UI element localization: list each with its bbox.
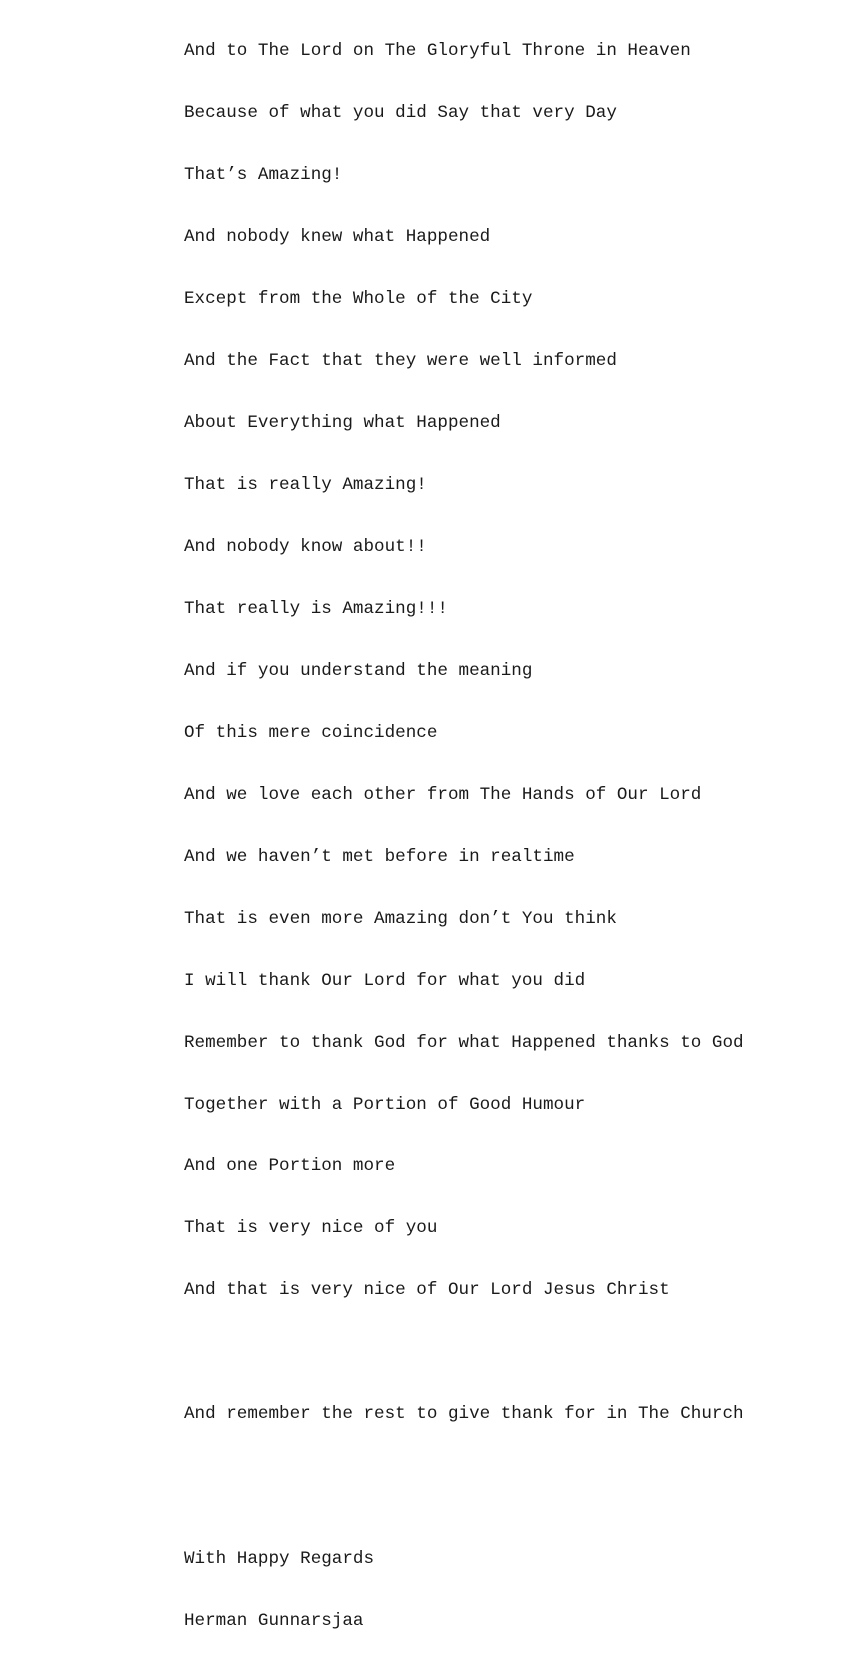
verse-line: That is very nice of you xyxy=(184,1218,438,1239)
closing-line: And remember the rest to give thank for in The Church xyxy=(184,1404,744,1425)
verse-line: Except from the Whole of the City xyxy=(184,289,533,310)
verse-line: And we haven’t met before in realtime xyxy=(184,846,575,867)
verse-line: That’s Amazing! xyxy=(184,165,343,186)
verse-line: Of this mere coincidence xyxy=(184,722,438,743)
verse-line: Together with a Portion of Good Humour xyxy=(184,1094,586,1115)
verse-line: Because of what you did Say that very Day xyxy=(184,103,617,124)
blank-lines xyxy=(184,1466,854,1507)
verse-line: And one Portion more xyxy=(184,1156,396,1177)
verse-line: And that is very nice of Our Lord Jesus Christ xyxy=(184,1280,670,1301)
author-name: Herman Gunnarsjaa xyxy=(184,1610,364,1631)
verse-line: Remember to thank God for what Happened thanks to God xyxy=(184,1032,744,1053)
verse-line: And the Fact that they were well informed xyxy=(184,351,617,372)
letter-body xyxy=(184,0,854,1673)
verse-line: I will thank Our Lord for what you did xyxy=(184,970,586,991)
signoff: With Happy Regards xyxy=(184,1548,375,1569)
verse-line: That is even more Amazing don’t You think xyxy=(184,908,617,929)
verse-line: That really is Amazing!!! xyxy=(184,598,448,619)
verse-line: That is really Amazing! xyxy=(184,474,427,495)
verse-line: And nobody know about!! xyxy=(184,536,427,557)
verse-line: And if you understand the meaning xyxy=(184,660,533,681)
verse-line: And we love each other from The Hands of Our Lord xyxy=(184,784,702,805)
verse-line: And nobody knew what Happened xyxy=(184,227,491,248)
verse-line: And to The Lord on The Gloryful Throne in Heaven xyxy=(184,41,691,62)
blank-line xyxy=(184,1342,854,1363)
verse-line: About Everything what Happened xyxy=(184,413,501,434)
